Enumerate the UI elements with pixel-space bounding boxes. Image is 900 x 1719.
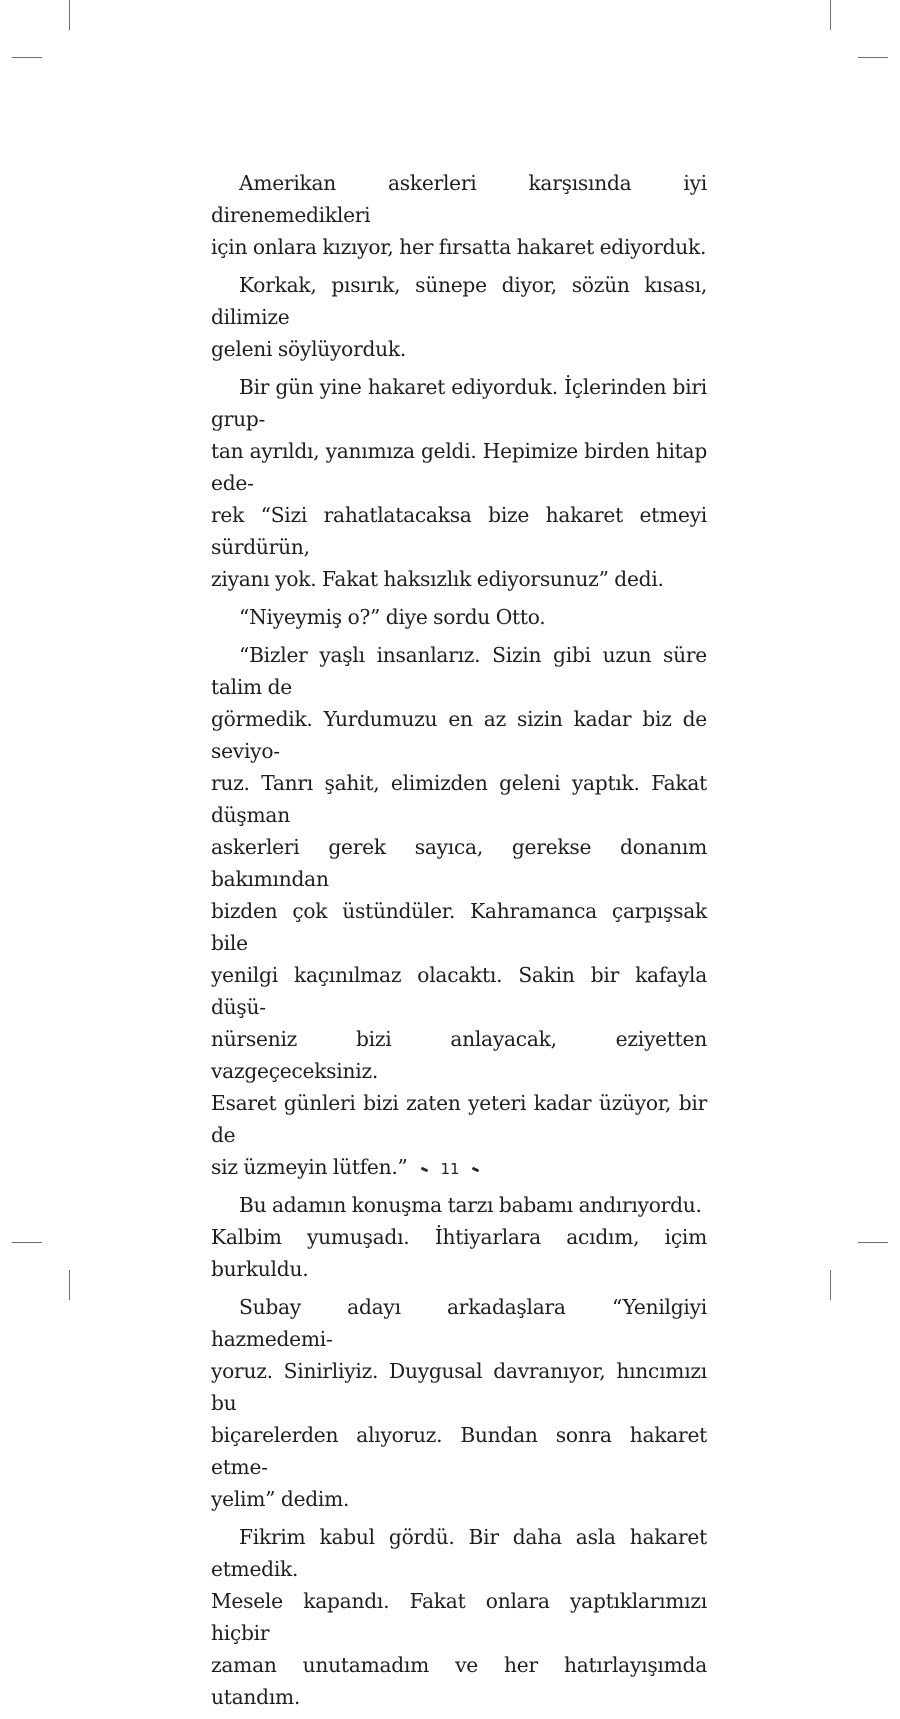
- ornament-right-icon: [471, 1167, 479, 1173]
- paragraph-4: “Niyeymiş o?” diye sordu Otto.: [239, 605, 546, 629]
- page-number: 11: [440, 1160, 460, 1178]
- ornament-left-icon: [421, 1167, 429, 1173]
- crop-mark-bottom-left-vertical: [69, 1270, 70, 1300]
- crop-mark-top-left-horizontal: [12, 57, 42, 58]
- crop-mark-top-right-vertical: [830, 0, 831, 30]
- paragraph-5: “Bizler yaşlı insanlarız. Sizin gibi uzun süre talim de görmedik. Yurdumuzu en az sizin kadar biz de seviyo- ruz. Tanrı şahit, elimizden geleni yaptık. Fakat düşman askerleri gerek sayıca, gerekse donanım bakımından bizden çok üstündüler. Kahramanca çarpışsak bile yenilgi kaçınılmaz olacaktı. Sakin bir kafayla düşü- nürseniz bizi anlayacak, eziyetten vazgeçeceksiniz. Esaret günleri bizi zaten yeteri kadar üzüyor, bir de siz üzmeyin lütfen.”: [211, 643, 707, 1179]
- paragraph-1: Amerikan askerleri karşısında iyi direnemedikleri için onlara kızıyor, her fırsatta hakaret ediyorduk.: [211, 171, 707, 259]
- crop-mark-bottom-right-horizontal: [858, 1242, 888, 1243]
- body-text: [211, 167, 707, 1719]
- crop-mark-top-left-vertical: [69, 0, 70, 30]
- paragraph-8: Fikrim kabul gördü. Bir daha asla hakaret etmedik. Mesele kapandı. Fakat onlara yaptıklarımızı hiçbir zaman unutamadım ve her hatırlayışımda utandım.: [211, 1525, 707, 1709]
- crop-mark-bottom-right-vertical: [830, 1270, 831, 1300]
- paragraph-3: Bir gün yine hakaret ediyorduk. İçlerinden biri grup- tan ayrıldı, yanımıza geldi. Hepimize birden hitap ede- rek “Sizi rahatlatacaksa bize hakaret etmeyi sürdürün, ziyanı yok. Fakat haksızlık ediyorsunuz” dedi.: [211, 375, 707, 591]
- crop-mark-bottom-left-horizontal: [12, 1242, 42, 1243]
- page-footer: [0, 1160, 900, 1178]
- paragraph-6: Bu adamın konuşma tarzı babamı andırıyordu. Kalbim yumuşadı. İhtiyarlara acıdım, içim burkuldu.: [211, 1193, 707, 1281]
- crop-mark-top-right-horizontal: [858, 57, 888, 58]
- paragraph-2: Korkak, pısırık, sünepe diyor, sözün kısası, dilimize geleni söylüyorduk.: [211, 273, 707, 361]
- paragraph-7: Subay adayı arkadaşlara “Yenilgiyi hazmedemi- yoruz. Sinirliyiz. Duygusal davranıyor, hıncımızı bu biçarelerden alıyoruz. Bundan sonra hakaret etme- yelim” dedim.: [211, 1295, 707, 1511]
